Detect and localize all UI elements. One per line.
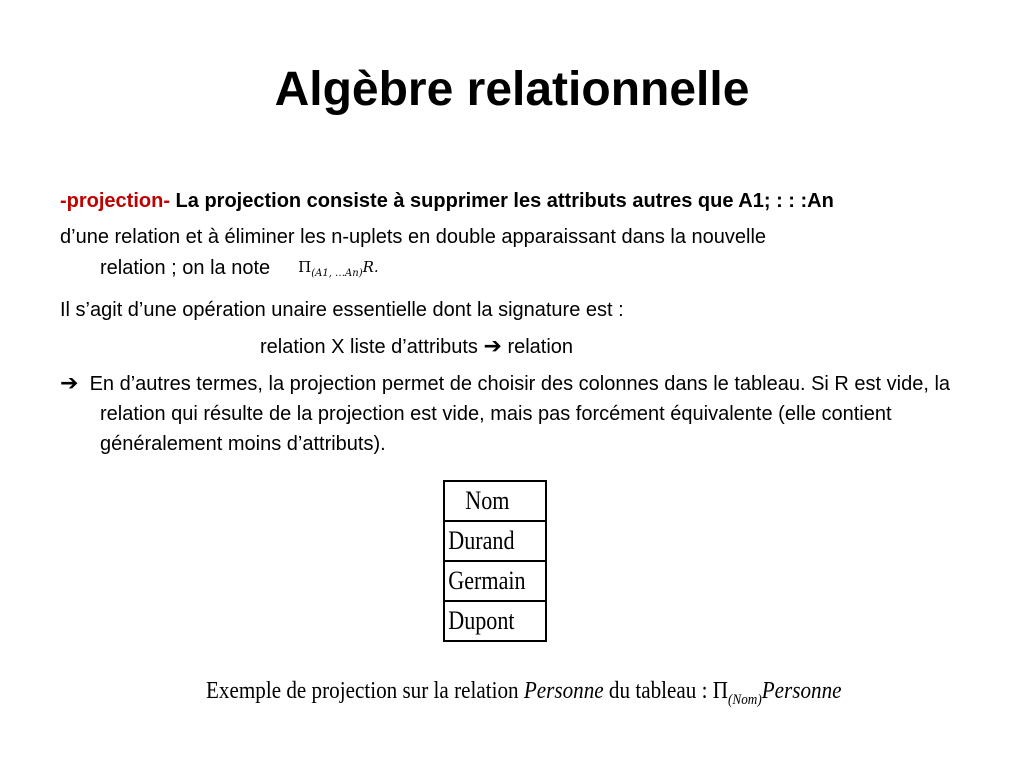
signature-line (60, 331, 970, 362)
projection-result-table (443, 480, 547, 642)
caption-subscript: (Nom) (728, 691, 762, 708)
other-terms-text: En d’autres termes, la projection permet de choisir des colonnes dans le tableau. Si R est vide, la relation qui résulte de la projection est vide, mais pas forcément équivalente (elle contient généralement moins d’attributs). (89, 373, 951, 455)
caption-pi-symbol: Π (712, 678, 729, 704)
projection-keyword: -projection- (60, 190, 170, 212)
projection-definition (60, 186, 970, 216)
slide-body (60, 186, 970, 465)
relation-symbol: R. (362, 258, 379, 276)
projection-notation (298, 258, 379, 279)
projection-subscript: (A1, …An) (311, 268, 363, 279)
pi-symbol: Π (298, 258, 312, 276)
caption-relation-name: Personne (523, 678, 604, 704)
table-cell: Durand (444, 521, 531, 561)
signature-left: relation X liste d’attributs (260, 336, 478, 358)
signature-right: relation (507, 336, 574, 358)
projection-description-line1: d’une relation et à éliminer les n-uplets en double apparaissant dans la nouvelle (60, 226, 767, 248)
projection-description (60, 222, 970, 289)
slide-title: Algèbre relationnelle (274, 63, 750, 116)
table-header-nom: Nom (444, 481, 531, 521)
caption-result: Personne (761, 678, 842, 704)
projection-example-figure (200, 470, 850, 730)
unary-operation-text: Il s’agit d’une opération unaire essentielle dont la signature est : (60, 299, 624, 321)
table-cell: Dupont (444, 601, 531, 641)
table-row (444, 521, 546, 561)
caption-text: Exemple de projection sur la relation (206, 678, 524, 704)
bullet-arrow-icon: ➔ (60, 370, 79, 395)
table-cell: Germain (444, 561, 531, 601)
projection-description-line2: relation ; on la note (100, 257, 271, 279)
projection-definition-text: La projection consiste à supprimer les attributs autres que A1; : : :An (170, 190, 834, 212)
table-row (444, 561, 546, 601)
figure-caption (206, 678, 842, 709)
table-header-row (444, 481, 546, 521)
caption-middle: du tableau : (603, 678, 713, 704)
other-terms-paragraph (60, 368, 970, 459)
table-row (444, 601, 546, 641)
right-arrow-icon: ➔ (483, 333, 502, 358)
